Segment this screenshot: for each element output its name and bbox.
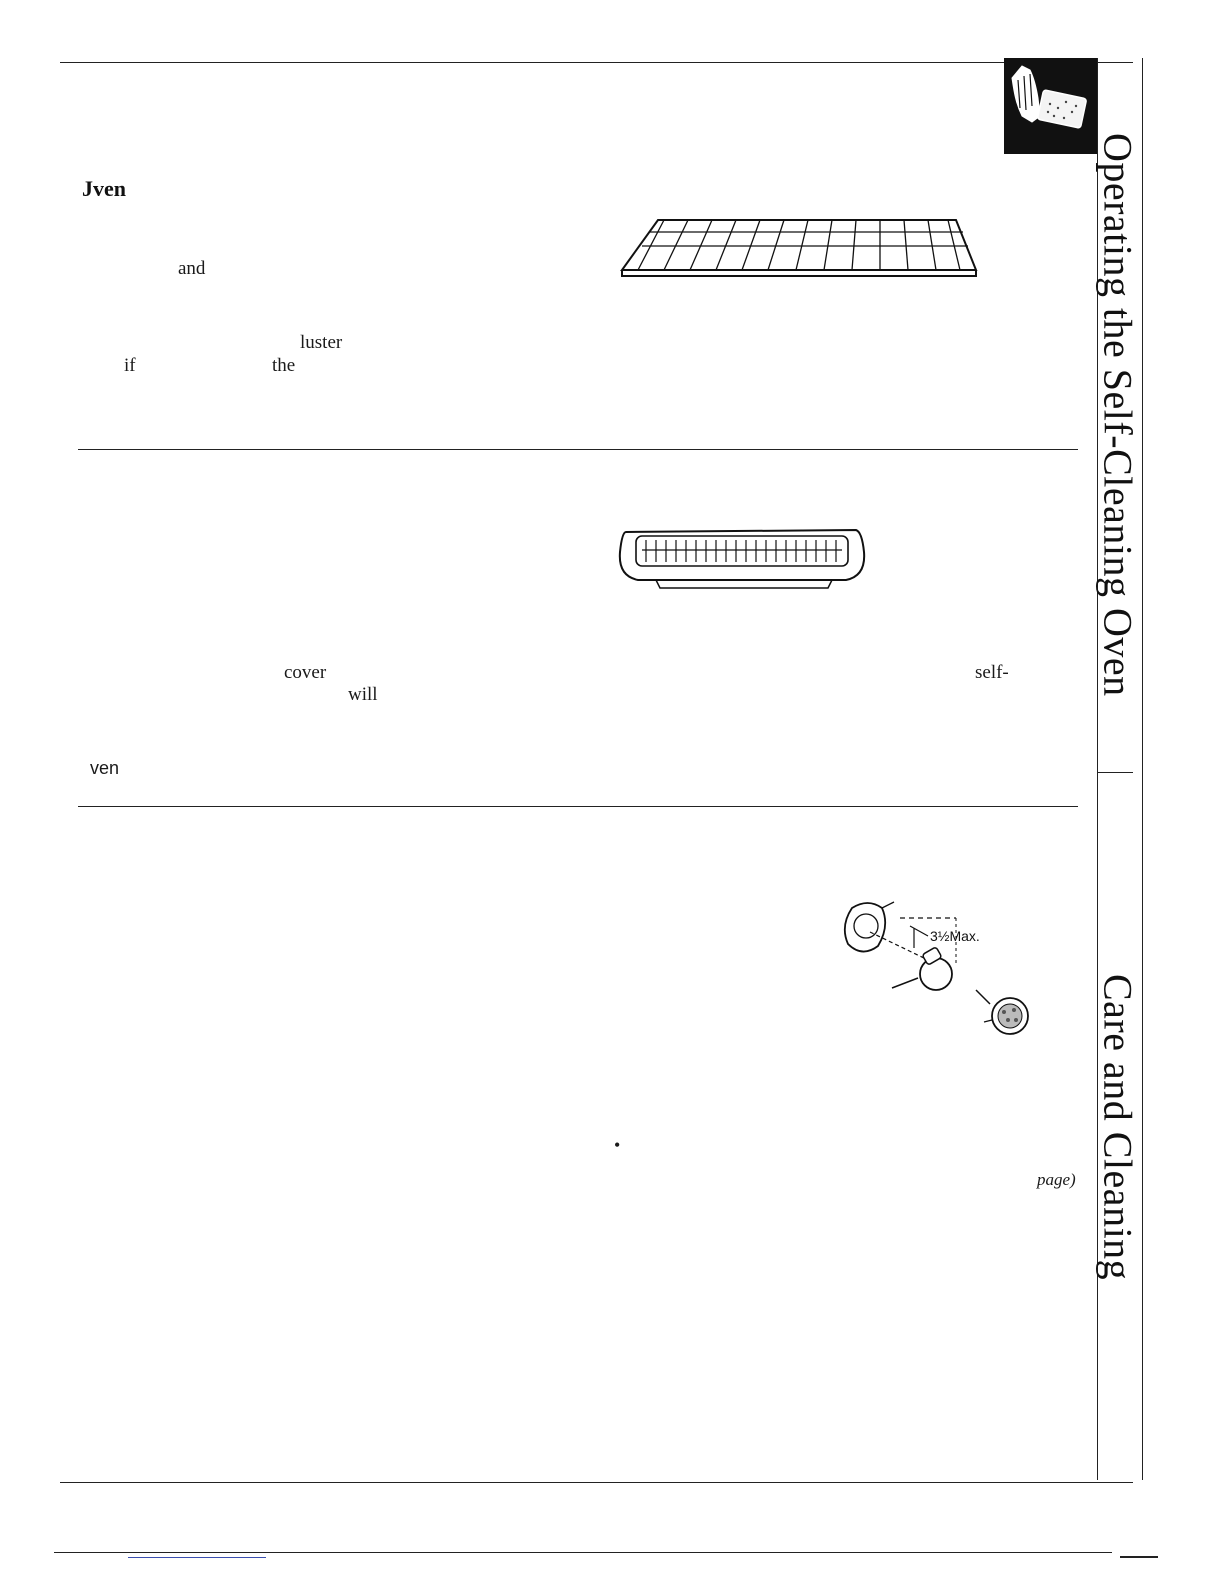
racks-frag-the: the bbox=[272, 355, 296, 376]
racks-heading: Jven bbox=[82, 176, 126, 201]
bottom-rule bbox=[60, 1482, 1133, 1483]
broiler-pan-illustration bbox=[616, 522, 868, 592]
tab-care-text: Care and Cleaning bbox=[1095, 974, 1141, 1281]
broiler-frag-ven: ven bbox=[90, 758, 120, 778]
broiler-frag-self: self- bbox=[975, 662, 1009, 683]
side-rule bbox=[1142, 58, 1143, 1480]
bullet: • bbox=[614, 1135, 621, 1155]
broiler-frag-will: will bbox=[348, 684, 378, 705]
oven-rack-illustration bbox=[618, 212, 980, 282]
racks-frag-if: if bbox=[124, 355, 136, 376]
tab-divider bbox=[1097, 772, 1133, 773]
section-divider-2 bbox=[78, 806, 1078, 807]
bulb-max-label: 3½Max. bbox=[930, 928, 980, 944]
broiler-frag-cover: cover bbox=[284, 662, 327, 683]
tab-operating-text: Operating the Self-Cleaning Oven bbox=[1095, 133, 1141, 697]
footer-link-underline[interactable] bbox=[128, 1557, 266, 1558]
racks-frag-and: and bbox=[178, 258, 206, 279]
section-divider-1 bbox=[78, 449, 1078, 450]
hand-sponge-icon bbox=[1004, 58, 1098, 154]
top-rule bbox=[60, 62, 1133, 63]
tab-care-label bbox=[1095, 974, 1141, 1281]
racks-frag-luster: luster bbox=[300, 332, 343, 353]
tab-operating-label bbox=[1095, 133, 1141, 697]
footer-rule bbox=[54, 1552, 1112, 1553]
continued-next-page: page) bbox=[1037, 1170, 1076, 1189]
footer-mark bbox=[1120, 1556, 1158, 1558]
oven-light-bulb-illustration bbox=[838, 896, 1038, 1046]
